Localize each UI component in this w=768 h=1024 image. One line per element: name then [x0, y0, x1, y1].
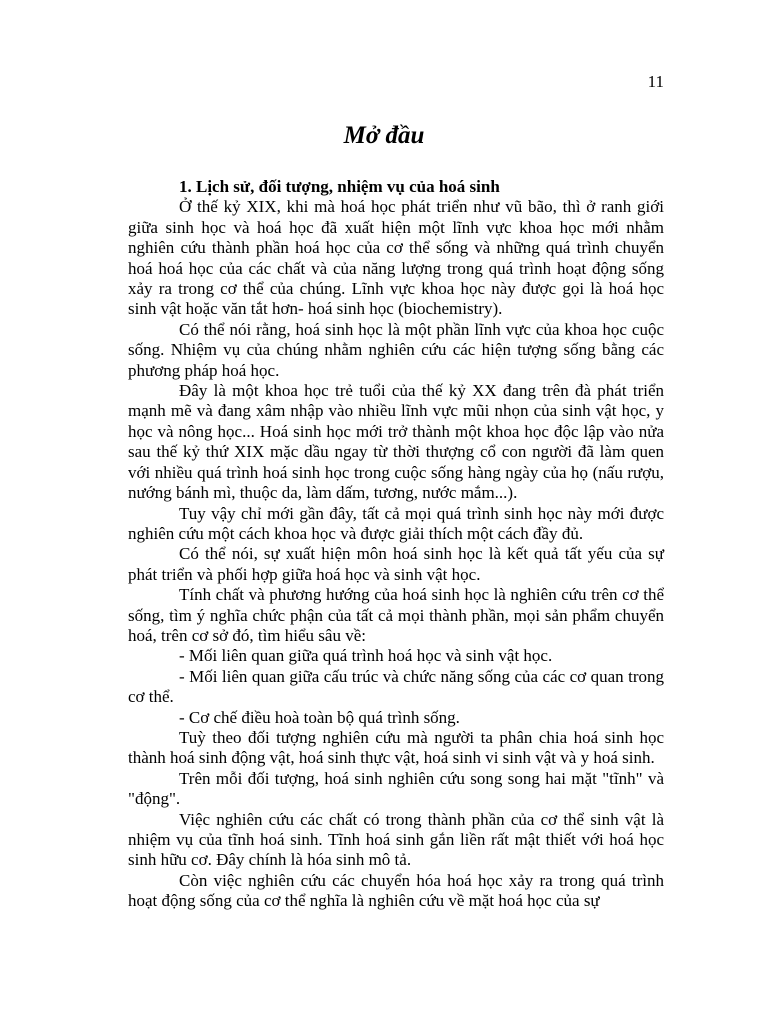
- document-body: [128, 177, 664, 912]
- section-heading: 1. Lịch sử, đối tượng, nhiệm vụ của hoá sinh: [179, 177, 500, 196]
- paragraph: Ở thế kỷ XIX, khi mà hoá học phát triển như vũ bão, thì ở ranh giới giữa sinh học và hoá học đã xuất hiện một lĩnh vực khoa học mới nhằm nghiên cứu thành phần hoá học của cơ thể sống và những quá trình chuyển hoá hoá học của các chất và của năng lượng trong quá trình hoạt động sống xảy ra trong cơ thể của chúng. Lĩnh vực khoa học này được gọi là hoá học sinh vật hoặc văn tắt hơn- hoá sinh học (biochemistry).: [128, 197, 664, 319]
- bullet-item: - Mối liên quan giữa quá trình hoá học và sinh vật học.: [179, 646, 553, 666]
- paragraph: Trên mỗi đối tượng, hoá sinh nghiên cứu song song hai mặt "tĩnh" và "động".: [128, 768, 664, 809]
- paragraph: Tuỳ theo đối tượng nghiên cứu mà người ta phân chia hoá sinh học thành hoá sinh động vật, hoá sinh thực vật, hoá sinh vi sinh vật và y hoá sinh.: [128, 727, 664, 768]
- page-title: Mở đầu: [343, 122, 425, 149]
- paragraph: Có thể nói rằng, hoá sinh học là một phần lĩnh vực của khoa học cuộc sống. Nhiệm vụ của chúng nhằm nghiên cứu các hiện tượng sống bằng các phương pháp hoá học.: [128, 319, 664, 380]
- paragraph: Việc nghiên cứu các chất có trong thành phần của cơ thể sinh vật là nhiệm vụ của tĩnh hoá sinh. Tĩnh hoá sinh gắn liền rất mật thiết với hoá học sinh hữu cơ. Đây chính là hóa sinh mô tả.: [128, 809, 664, 870]
- paragraph: Đây là một khoa học trẻ tuổi của thế kỷ XX đang trên đà phát triển mạnh mẽ và đang xâm nhập vào nhiều lĩnh vực mũi nhọn của sinh vật học, y học và nông học... Hoá sinh học mới trở thành một khoa học độc lập vào nửa sau thế kỷ thứ XIX mặc dầu ngay từ thời thượng cổ con người đã làm quen với nhiều quá trình hoá sinh học trong cuộc sống hàng ngày của họ (nấu rượu, nướng bánh mì, thuộc da, làm dấm, tương, nước mắm...).: [128, 381, 664, 503]
- page-number: 11: [647, 72, 664, 91]
- paragraph: Có thể nói, sự xuất hiện môn hoá sinh học là kết quả tất yếu của sự phát triển và phối hợp giữa hoá học và sinh vật học.: [128, 544, 664, 584]
- paragraph: Tuy vậy chỉ mới gần đây, tất cả mọi quá trình sinh học này mới được nghiên cứu một cách khoa học và được giải thích một cách đầy đủ.: [128, 503, 664, 543]
- bullet-item: - Mối liên quan giữa cấu trúc và chức năng sống của các cơ quan trong cơ thể.: [128, 666, 664, 707]
- paragraph: Tính chất và phương hướng của hoá sinh học là nghiên cứu trên cơ thể sống, tìm ý nghĩa chức phận của tất cả mọi thành phần, mọi sản phẩm chuyển hoá, trên cơ sở đó, tìm hiểu sâu về:: [128, 585, 664, 645]
- paragraph: Còn việc nghiên cứu các chuyển hóa hoá học xảy ra trong quá trình hoạt động sống của cơ thể nghĩa là nghiên cứu về mặt hoá học của sự: [128, 870, 664, 911]
- bullet-item: - Cơ chế điều hoà toàn bộ quá trình sống.: [179, 707, 460, 727]
